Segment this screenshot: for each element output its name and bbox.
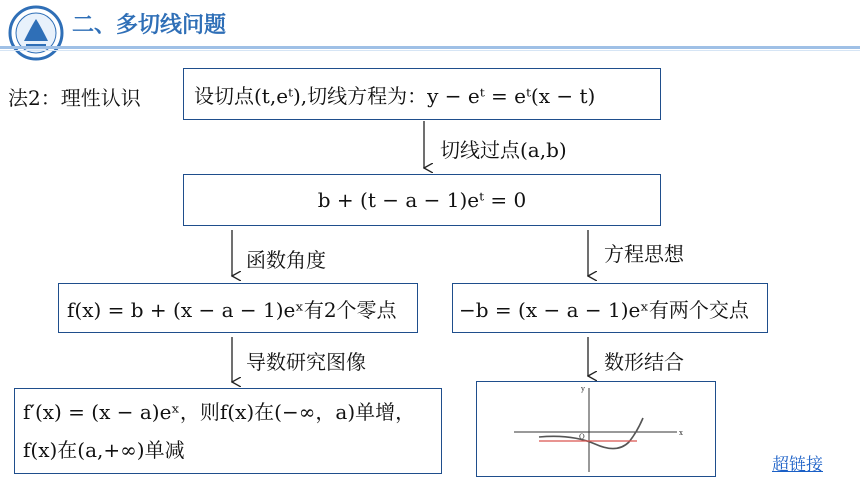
right-branch-label: 方程思想 <box>604 242 684 266</box>
graph-box <box>476 381 716 477</box>
equation-box <box>183 174 661 226</box>
curve <box>539 418 643 449</box>
x-axis-label: x <box>679 429 683 437</box>
arrow-label-passes-point: 切线过点(a,b) <box>440 138 567 162</box>
page-title: 二、多切线问题 <box>72 13 227 38</box>
intersection-box <box>452 283 768 333</box>
method-label: 法2：理性认识 <box>8 86 141 110</box>
origin-label: O <box>579 433 585 441</box>
intersection-text: −b = (x − a − 1)eˣ有两个交点 <box>459 297 749 322</box>
y-axis-label: y <box>581 385 585 393</box>
function-graph <box>477 382 714 475</box>
tangent-equation-text: 设切点(t,eᵗ),切线方程为：y − eᵗ = eᵗ(x − t) <box>194 83 596 108</box>
equation-text: b + (t − a − 1)eᵗ = 0 <box>317 188 527 212</box>
derivative-result-box <box>14 388 442 474</box>
derivative-line-2: f(x)在(a,+∞)单减 <box>23 438 185 462</box>
left-branch-label: 函数角度 <box>246 248 326 272</box>
right-arrow-label: 数形结合 <box>604 350 684 374</box>
function-box <box>58 283 418 333</box>
derivative-line-1: f′(x) = (x − a)eˣ，则f(x)在(−∞，a)单增， <box>23 400 416 424</box>
hyperlink[interactable]: 超链接 <box>772 455 823 475</box>
function-text: f(x) = b + (x − a − 1)eˣ有2个零点 <box>67 297 397 322</box>
left-arrow-label: 导数研究图像 <box>246 350 366 374</box>
